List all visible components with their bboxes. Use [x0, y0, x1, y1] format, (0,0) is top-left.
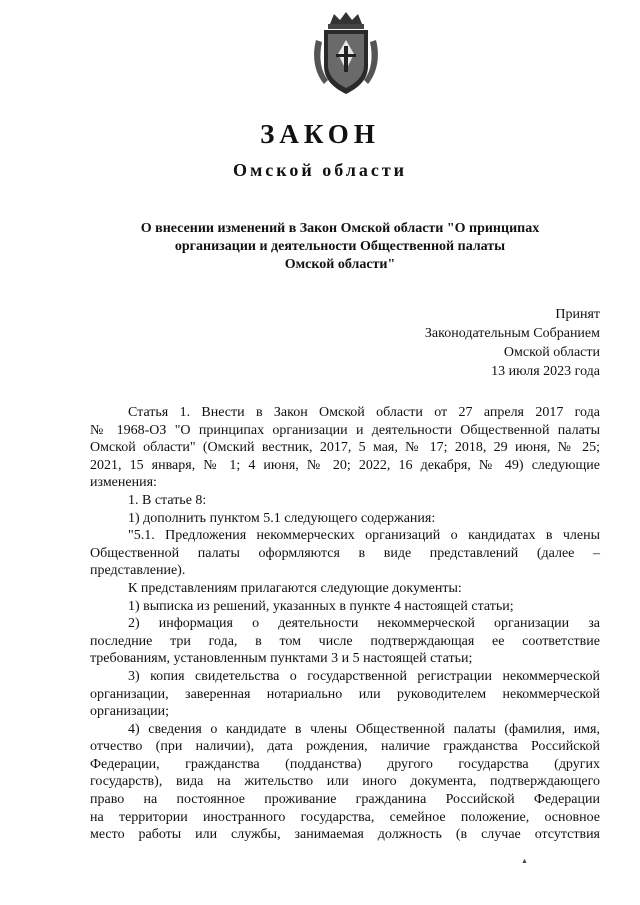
body-line: требованиям, установленным пунктами 3 и 5 настоящей статьи; [90, 651, 473, 667]
body-line: 4) сведения о кандидате в члены Общественной палаты (фамилия, имя, [128, 721, 600, 737]
scan-mark-icon: ▲ [521, 857, 528, 865]
adoption-line: Принят [555, 307, 600, 322]
body-line: последние три года, в том числе подтверждающая ее соответствие [90, 633, 600, 649]
body-line: 2021, 15 января, № 1; 4 июня, № 20; 2022, 16 декабря, № 49) следующие [90, 457, 600, 473]
body-line: "5.1. Предложения некоммерческих организаций о кандидатах в члены [128, 528, 600, 544]
body-line: Общественной палаты оформляются в виде представлений (далее – [90, 545, 600, 561]
body-line: организации, заверенная нотариально или руководителем некоммерческой [90, 686, 600, 702]
body-line: право на постоянное проживание гражданина Российской Федерации [90, 792, 600, 808]
body-line: представление). [90, 563, 186, 579]
body-line: место работы или службы, занимаемая должность (в случае отсутствия [90, 827, 600, 843]
body-line: Федерации, гражданства (подданства) другого государства (других [90, 756, 600, 772]
body-line: К представлениям прилагаются следующие документы: [128, 580, 462, 596]
body-line: изменения: [90, 475, 157, 491]
law-region: Омской области [232, 160, 408, 180]
law-subject [110, 220, 570, 274]
body-line: 2) информация о деятельности некоммерческой организации за [128, 616, 600, 632]
omsk-oblast-coat-of-arms-icon [308, 10, 384, 96]
body-line: государств), вида на жительство или иного документа, подтверждающего [90, 774, 600, 790]
adoption-line: Законодательным Собранием [424, 326, 600, 341]
body-line: Омской области" (Омский вестник, 2017, 5 мая, № 17; 2018, 29 июня, № 25; [90, 440, 600, 456]
body-line: отчество (при наличии), дата рождения, наличие гражданства Российской [90, 739, 600, 755]
body-line: Статья 1. Внести в Закон Омской области от 27 апреля 2017 года [128, 405, 600, 420]
adoption-block [300, 305, 600, 381]
body-line: на территории иностранного государства, семейное положение, основное [90, 809, 600, 825]
body-line: организации; [90, 704, 170, 720]
adoption-date: 13 июля 2023 года [491, 364, 600, 379]
law-body [90, 404, 600, 844]
body-line: 3) копия свидетельства о государственной регистрации некоммерческой [128, 668, 600, 684]
body-line: 1) выписка из решений, указанных в пункте 4 настоящей статьи; [128, 598, 514, 614]
subject-line: организации и деятельности Общественной палаты [174, 239, 506, 254]
law-title: ЗАКОН [260, 119, 380, 149]
subject-line: Омской области" [284, 257, 396, 272]
body-line: 1) дополнить пунктом 5.1 следующего содержания: [128, 510, 436, 526]
adoption-line: Омской области [503, 345, 600, 360]
body-line: № 1968-ОЗ "О принципах организации и деятельности Общественной палаты [90, 422, 600, 438]
subject-line: О внесении изменений в Закон Омской области "О принципах [140, 221, 540, 236]
body-line: 1. В статье 8: [128, 492, 207, 508]
